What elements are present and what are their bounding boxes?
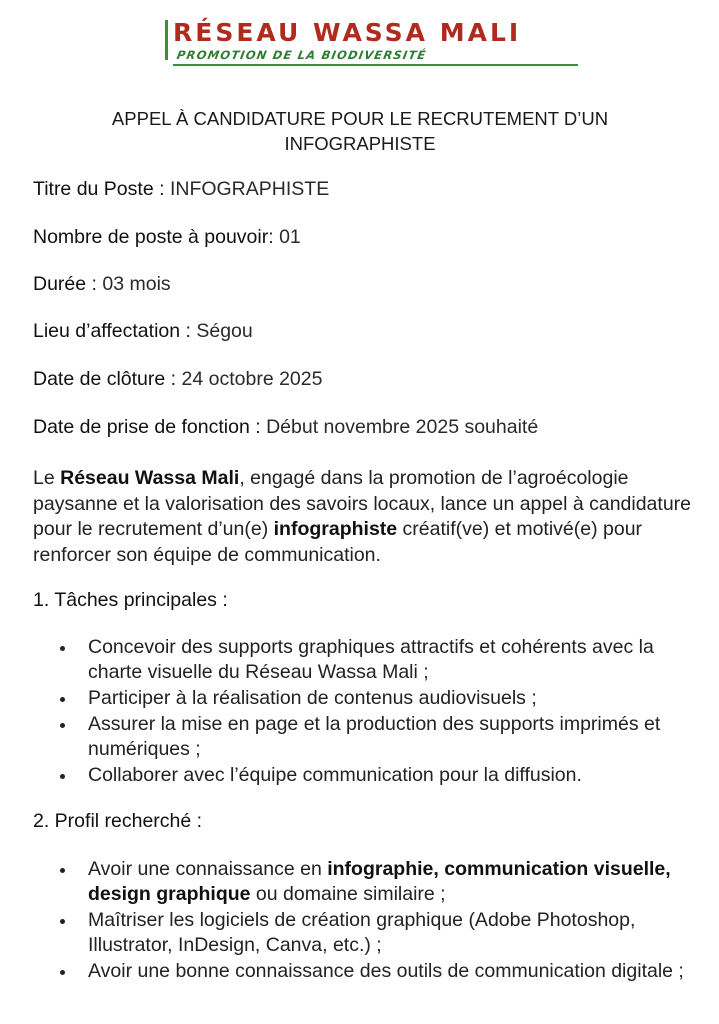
field-job-title <box>33 178 329 201</box>
intro-role: infographiste <box>273 518 398 540</box>
list-item: Concevoir des supports graphiques attractifs et cohérents avec la charte visuelle du Réseau Wassa Mali ; <box>58 635 713 685</box>
field-separator: : <box>249 416 267 438</box>
page-title-line-1: APPEL À CANDIDATURE POUR LE RECRUTEMENT D’UN <box>111 108 609 129</box>
list-item: Collaborer avec l’équipe communication pour la diffusion. <box>58 763 713 788</box>
intro-text: , engagé dans la promotion de l’agroécologie paysanne et la valorisation des savoirs locaux, lance un appel à candidature pour le recrutement d’un(e) <box>33 467 692 540</box>
intro-org-name: Réseau Wassa Mali <box>60 467 240 489</box>
field-value: 24 octobre 2025 <box>181 368 323 390</box>
page-title <box>60 106 660 156</box>
list-item: Avoir une bonne connaissance des outils de communication digitale ; <box>58 959 713 984</box>
field-separator: : <box>86 273 103 295</box>
field-value: Début novembre 2025 souhaité <box>266 416 539 438</box>
field-label: Nombre de poste à pouvoir <box>33 226 269 248</box>
profile-list <box>58 857 713 985</box>
list-item-bold: infographie, communication visuelle, design graphique <box>88 858 671 905</box>
tasks-list <box>58 635 713 789</box>
logo <box>165 18 580 64</box>
section-title-profile: 2. Profil recherché : <box>33 810 203 832</box>
page-title-line-2: INFOGRAPHISTE <box>284 133 436 154</box>
intro-text: créatif(ve) et motivé(e) pour renforcer son équipe de communication. <box>33 518 643 566</box>
list-item: Maîtriser les logiciels de création graphique (Adobe Photoshop, Illustrator, InDesign, Canva, etc.) ; <box>58 908 713 958</box>
list-item-text: ou domaine similaire ; <box>250 883 446 905</box>
intro-text: Le <box>33 467 61 489</box>
field-label: Titre du Poste <box>33 178 154 200</box>
field-location <box>33 320 253 343</box>
intro-paragraph <box>33 466 705 568</box>
list-item <box>58 857 713 907</box>
field-separator: : <box>165 368 182 390</box>
field-positions <box>33 226 301 249</box>
field-label: Date de clôture <box>33 368 166 390</box>
logo-bar <box>165 20 168 60</box>
field-value: Ségou <box>196 320 253 342</box>
field-value: INFOGRAPHISTE <box>169 178 330 200</box>
logo-underline <box>173 64 578 66</box>
logo-title: RÉSEAU WASSA MALI <box>173 18 522 47</box>
logo-subtitle: PROMOTION DE LA BIODIVERSITÉ <box>175 48 428 62</box>
field-separator: : <box>180 320 197 342</box>
field-separator: : <box>153 178 170 200</box>
list-item: Assurer la mise en page et la production des supports imprimés et numériques ; <box>58 712 713 762</box>
field-value: 01 <box>279 226 301 248</box>
field-start-date <box>33 416 538 439</box>
list-item-text: Avoir une connaissance en <box>88 858 328 880</box>
field-closing-date <box>33 368 322 391</box>
field-duration <box>33 273 171 296</box>
field-label: Date de prise de fonction <box>33 416 250 438</box>
field-separator: : <box>268 226 280 248</box>
field-value: 03 mois <box>102 273 171 295</box>
field-label: Durée <box>33 273 87 295</box>
list-item: Participer à la réalisation de contenus audiovisuels ; <box>58 686 713 711</box>
section-title-tasks: 1. Tâches principales : <box>33 589 228 611</box>
field-label: Lieu d’affectation <box>33 320 181 342</box>
